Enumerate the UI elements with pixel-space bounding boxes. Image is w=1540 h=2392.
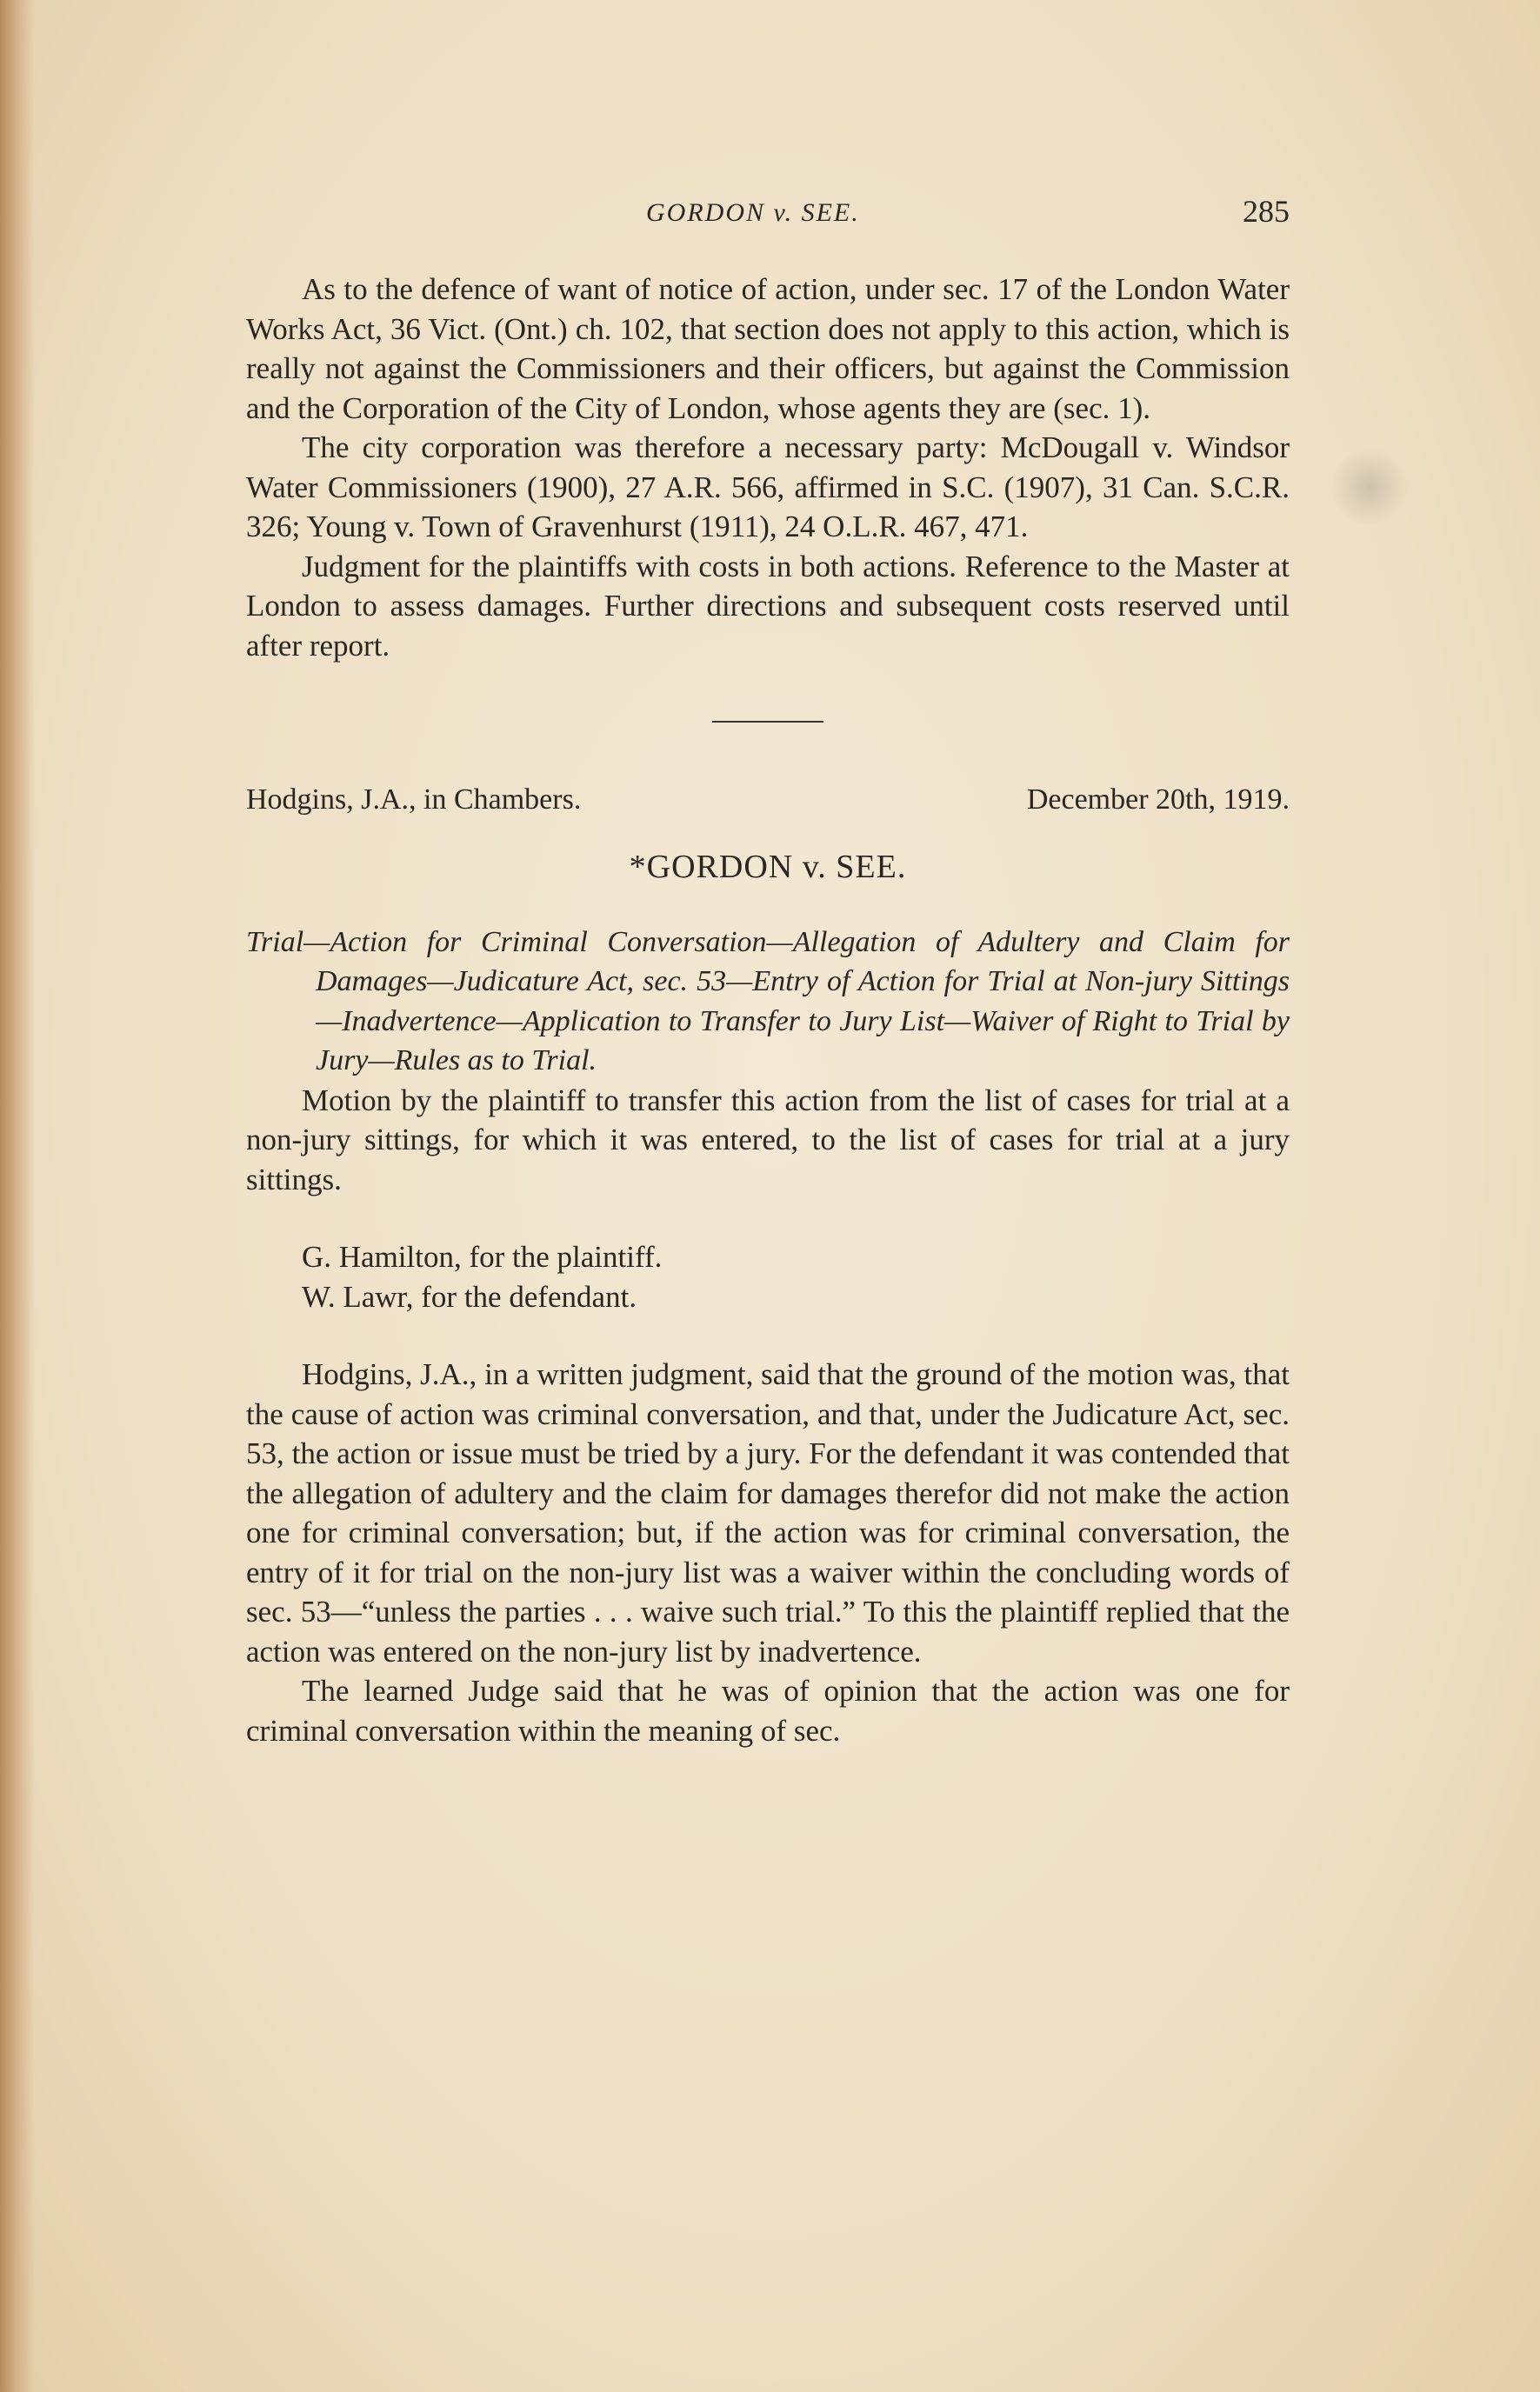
decision-date: December 20th, 1919. — [1026, 783, 1290, 816]
previous-case-conclusion — [246, 270, 1290, 665]
page-header — [246, 193, 1290, 245]
page-edge-shadow — [0, 0, 35, 2392]
paragraph: Hodgins, J.A., in a written judgment, said that the ground of the motion was, that the cause of action was criminal conversation, and that, under the Judicature Act, sec. 53, the action or issue must be tried by a jury. For the defendant it was contended that the allegation of adultery and the claim for damages therefor did not make the action one for criminal conversation; but, if the action was for criminal conversation, the entry of it for trial on the non-jury list was a waiver within the concluding words of sec. 53—“unless the parties . . . waive such trial.” To this the plaintiff replied that the action was entered on the non-jury list by inadvertence. — [246, 1357, 1290, 1669]
paragraph: Judgment for the plaintiffs with costs in both actions. Reference to the Master at London to assess damages. Further directions and subsequent costs reserved until after report. — [246, 549, 1290, 663]
judgment-text — [246, 1355, 1290, 1750]
paper-stain — [1330, 448, 1409, 526]
paragraph: As to the defence of want of notice of action, under sec. 17 of the London Water Works Act, 36 Vict. (Ont.) ch. 102, that section does not apply to this action, which is really not against the Commissioners and their officers, but against the Commission and the Corporation of the City of London, whose agents they are (sec. 1). — [246, 272, 1290, 425]
court-name: Hodgins, J.A., in Chambers. — [246, 783, 582, 816]
counsel-list — [246, 1237, 1290, 1316]
section-divider — [712, 721, 823, 723]
case-title: *GORDON v. SEE. — [629, 849, 907, 885]
counsel-entry: W. Lawr, for the defendant. — [302, 1279, 637, 1314]
headnote: Trial—Action for Criminal Conversation—Allegation of Adultery and Claim for Damages—Judicature Act, sec. 53—Entry of Action for Trial at Non-jury Sittings—Inadvertence—Application to Transfer to Jury List—Waiver of Right to Trial by Jury—Rules as to Trial. — [246, 925, 1290, 1076]
paragraph: The city corporation was therefore a necessary party: McDougall v. Windsor Water Commissioners (1900), 27 A.R. 566, affirmed in S.C. (1907), 31 Can. S.C.R. 326; Young v. Town of Gravenhurst (1911), 24 O.L.R. 467, 471. — [246, 430, 1290, 543]
running-head: GORDON v. SEE. — [646, 198, 860, 227]
page-number: 285 — [1243, 194, 1290, 229]
counsel-entry: G. Hamilton, for the plaintiff. — [302, 1240, 663, 1274]
court-date-line — [246, 780, 1290, 820]
motion-paragraph: Motion by the plaintiff to transfer this action from the list of cases for trial at a non-jury sittings, for which it was entered, to the list of cases for trial at a jury sittings. — [246, 1083, 1290, 1196]
paragraph: The learned Judge said that he was of opinion that the action was one for criminal conversation within the meaning of sec. — [246, 1674, 1290, 1748]
page-body — [246, 270, 1290, 1750]
